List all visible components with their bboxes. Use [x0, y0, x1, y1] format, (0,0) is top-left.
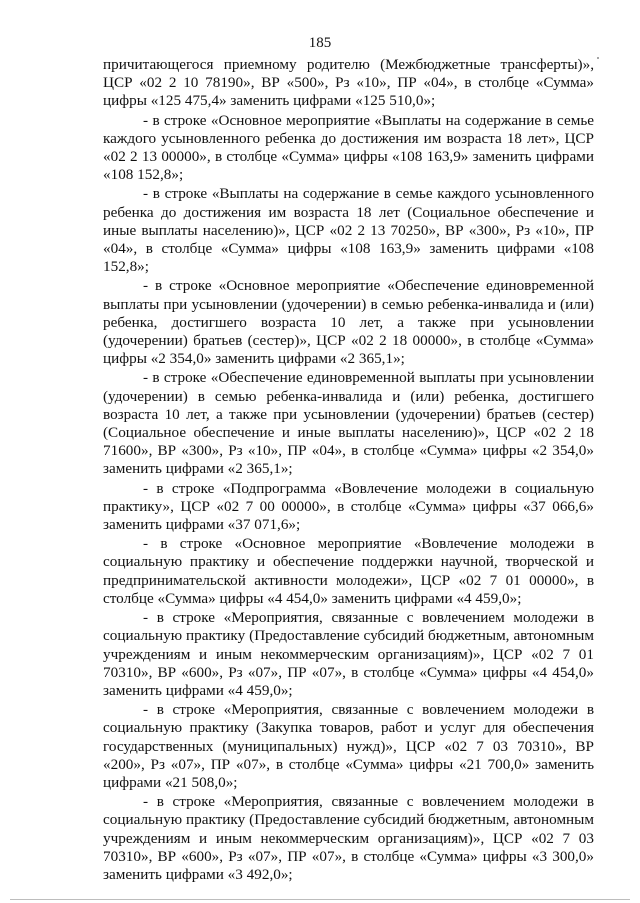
paragraph: - в строке «Мероприятия, связанные с вовлечением молодежи в социальную практику (Закупка товаров, работ и услуг для обеспечения государственных (муниципальных) нужд)», ЦСР «02 7 03 70310», ВР «200», Рз «07», ПР «07», в столбце «Сумма» цифры «21 700,0» заменить цифрами «21 508,0»;: [103, 701, 594, 791]
scan-edge-line: [10, 899, 630, 900]
paragraph: - в строке «Подпрограмма «Вовлечение молодежи в социальную практику», ЦСР «02 7 00 00000», в столбце «Сумма» цифры «37 066,6» заменить цифрами «37 071,6»;: [103, 479, 594, 534]
paragraph: - в строке «Основное мероприятие «Выплаты на содержание в семье каждого усыновленного ребенка до достижения им возраста 18 лет», ЦСР «02 2 13 00000», в столбце «Сумма» цифры «108 163,9» заменить цифрами «108 152,8»;: [103, 111, 594, 184]
document-body: [103, 56, 594, 885]
paragraph: - в строке «Мероприятия, связанные с вовлечением молодежи в социальную практику (Предоставление субсидий бюджетным, автономным учреждениям и иным некоммерческим организациям)», ЦСР «02 7 03 70310», ВР «600», Рз «07», ПР «07», в столбце «Сумма» цифры «3 300,0» заменить цифрами «3 492,0»;: [103, 793, 594, 883]
paragraph: - в строке «Основное мероприятие «Вовлечение молодежи в социальную практику и обеспечение поддержки научной, творческой и предпринимательской активности молодежи», ЦСР «02 7 01 00000», в столбце «Сумма» цифры «4 454,0» заменить цифрами «4 459,0»;: [103, 535, 594, 607]
scan-speck: [597, 57, 599, 59]
paragraph: - в строке «Мероприятия, связанные с вовлечением молодежи в социальную практику (Предоставление субсидий бюджетным, автономным учреждениям и иным некоммерческим организациям)», ЦСР «02 7 01 70310», ВР «600», Рз «07», ПР «07», в столбце «Сумма» цифры «4 454,0» заменить цифрами «4 459,0»;: [103, 609, 594, 699]
paragraph: - в строке «Выплаты на содержание в семье каждого усыновленного ребенка до достижения им возраста 18 лет (Социальное обеспечение и иные выплаты населению)», ЦСР «02 2 13 70250», ВР «300», Рз «10», ПР «04», в столбце «Сумма» цифры «108 163,9» заменить цифрами «108 152,8»;: [103, 185, 594, 276]
paragraph: причитающегося приемному родителю (Межбюджетные трансферты)», ЦСР «02 2 10 78190», ВР «500», Рз «10», ПР «04», в столбце «Сумма» цифры «125 475,4» заменить цифрами «125 510,0»;: [103, 56, 594, 110]
page-number: 185: [308, 35, 332, 51]
paragraph: - в строке «Обеспечение единовременной выплаты при усыновлении (удочерении) в семью ребенка-инвалида и (или) ребенка, достигшего возраста 10 лет, а также при усыновлении (удочерении) братьев (сестер) (Социальное обеспечение и иные выплаты населению)», ЦСР «02 2 18 71600», ВР «300», Рз «10», ПР «04», в столбце «Сумма» цифры «2 354,0» заменить цифрами «2 365,1»;: [103, 369, 594, 478]
paragraph: - в строке «Основное мероприятие «Обеспечение единовременной выплаты при усыновлении (удочерении) в семью ребенка-инвалида и (или) ребенка, достигшего возраста 10 лет, а также при усыновлении (удочерении) братьев (сестер)», ЦСР «02 2 18 00000», в столбце «Сумма» цифры «2 354,0» заменить цифрами «2 365,1»;: [103, 277, 594, 368]
